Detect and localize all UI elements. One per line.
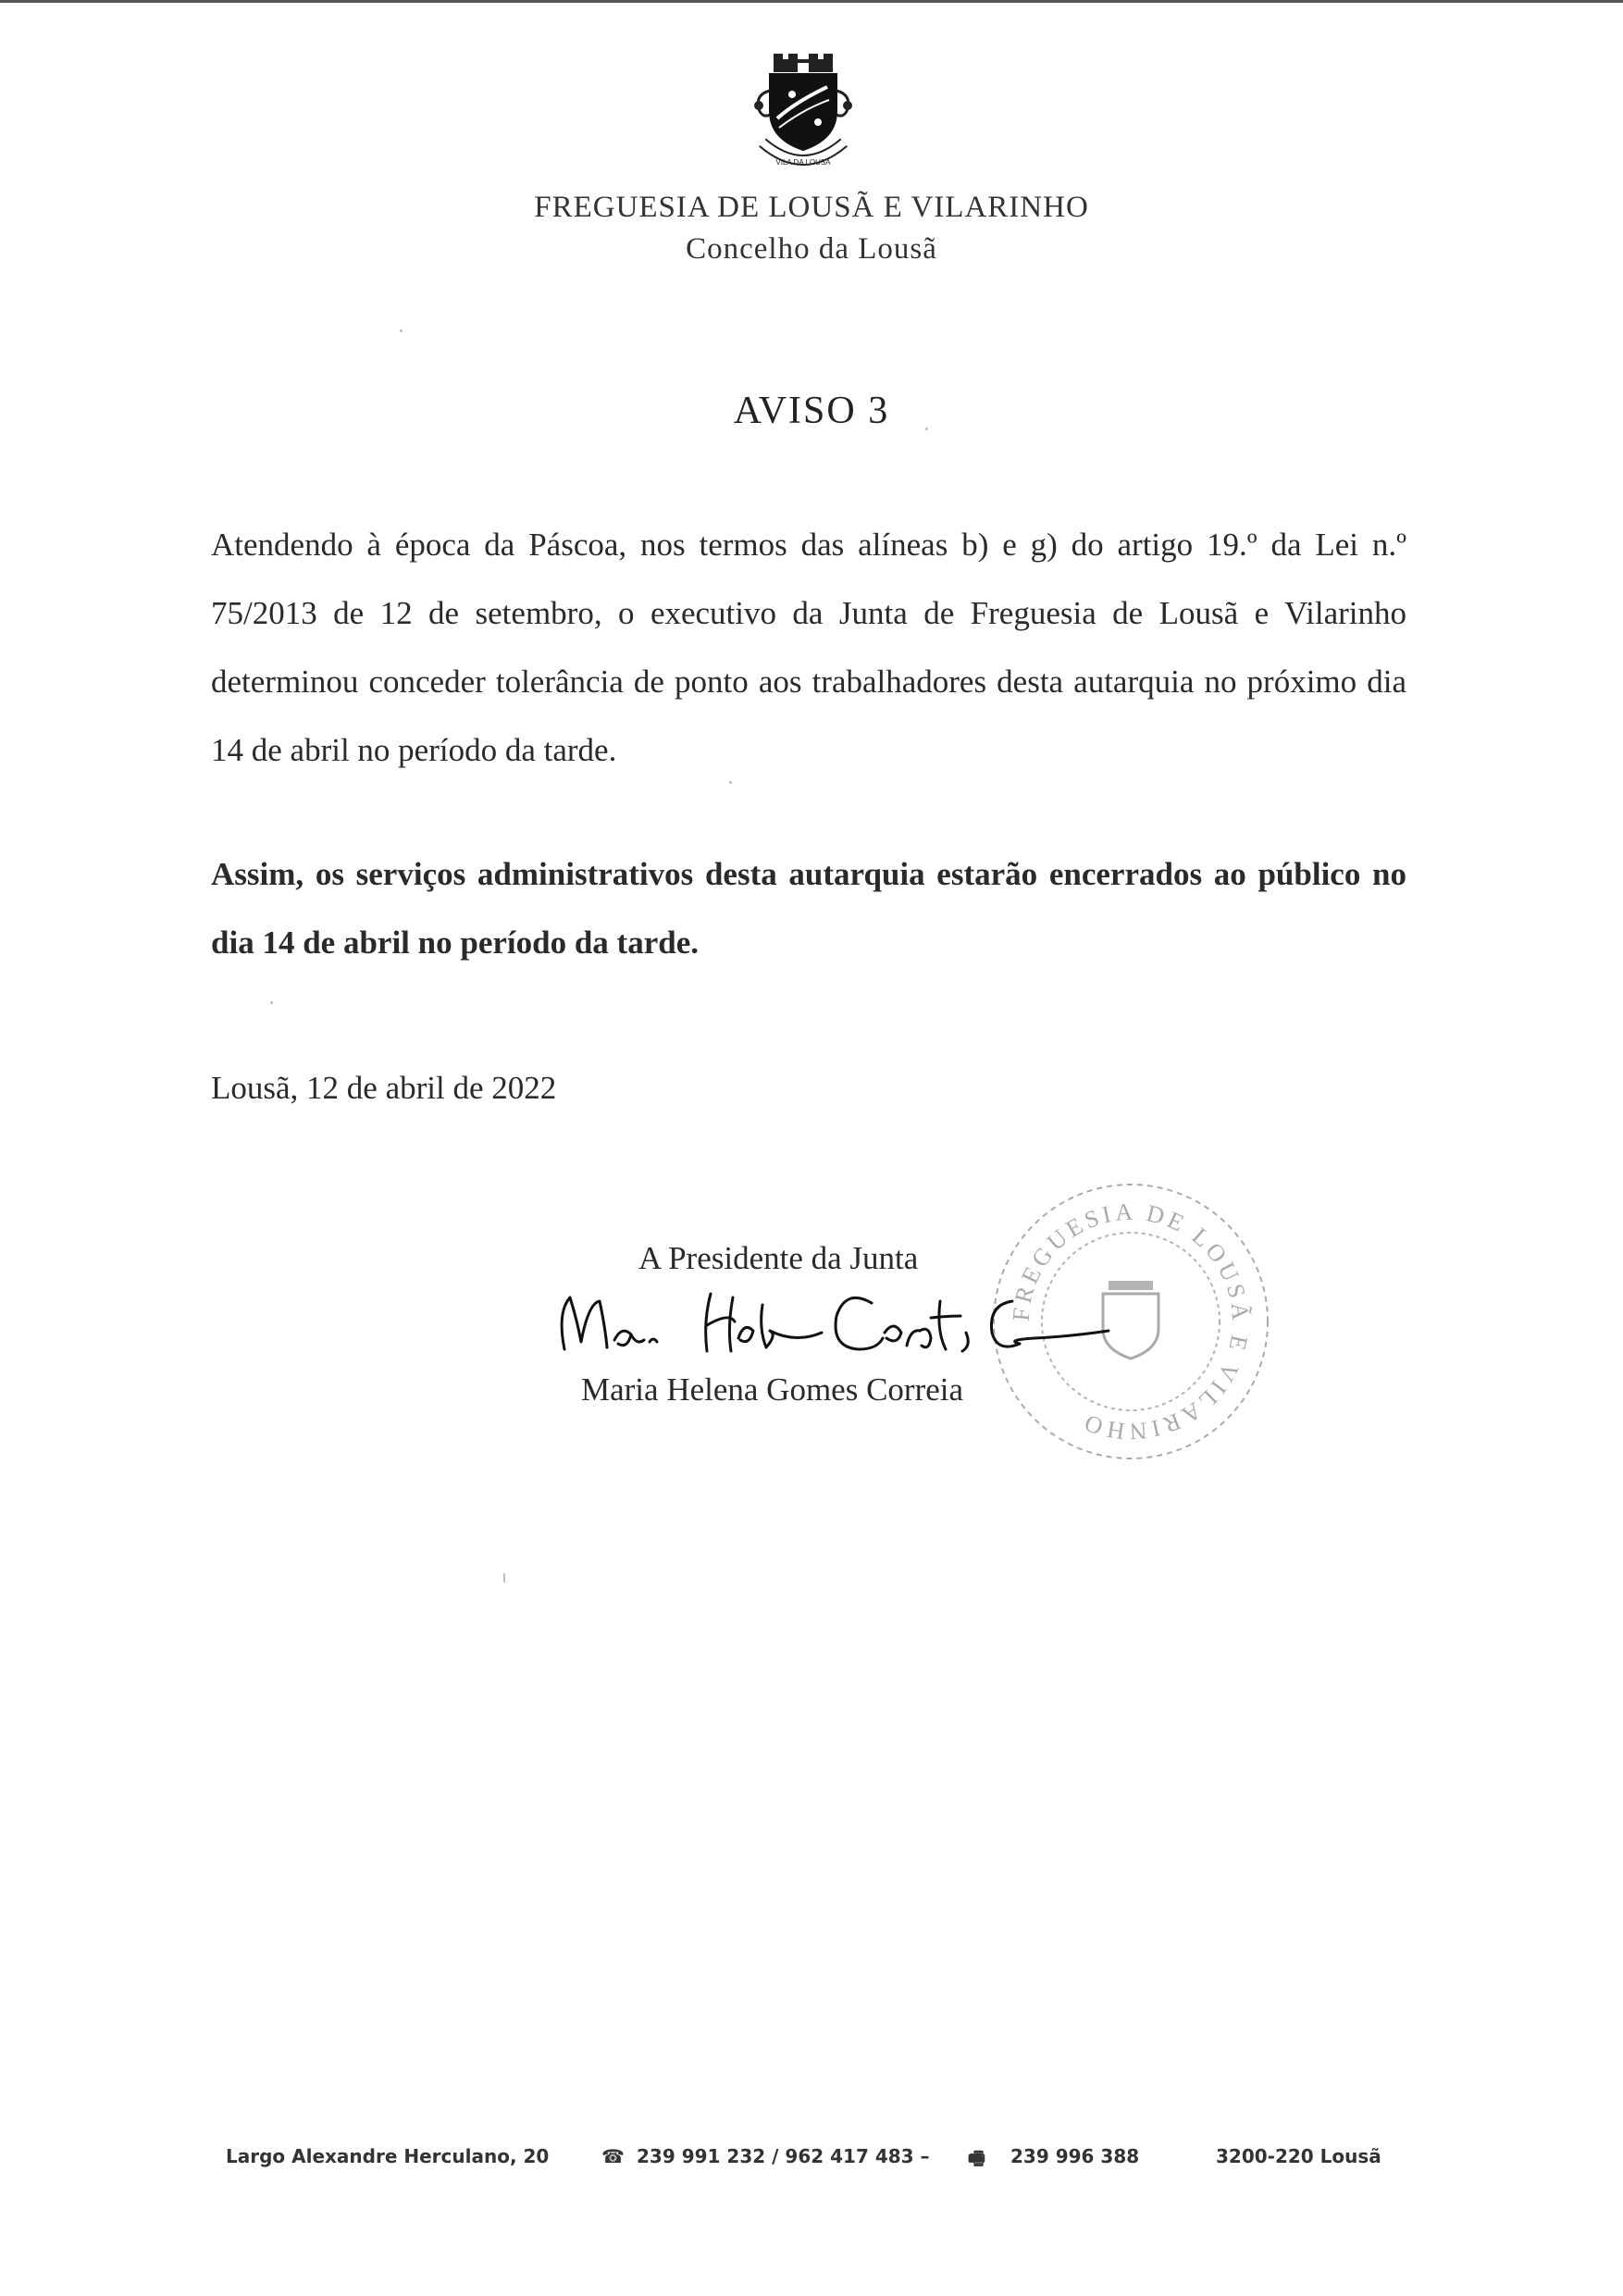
crest-motto: VILA DA LOUSÃ [775, 158, 831, 167]
scan-speck [503, 1573, 505, 1582]
scan-speck [400, 329, 403, 332]
top-border-line [0, 0, 1623, 3]
signatory-name: Maria Helena Gomes Correia [581, 1371, 964, 1408]
scan-speck [270, 1001, 273, 1004]
page-footer [0, 2145, 1623, 2173]
signatory-role: A Presidente da Junta [638, 1240, 919, 1276]
coat-of-arms-logo [738, 54, 868, 174]
phone-icon: ☎ [601, 2145, 625, 2167]
footer-postal-code: 3200-220 Lousã [1216, 2145, 1381, 2167]
footer-fax: 239 996 388 [1010, 2145, 1140, 2167]
place-date-line: Lousã, 12 de abril de 2022 [211, 1070, 557, 1106]
footer-address: Largo Alexandre Herculano, 20 [226, 2145, 550, 2167]
closure-notice-paragraph: Assim, os serviços administrativos desta autarquia estarão encerrados ao público no dia 14 de abril no período da tarde. [211, 856, 1406, 961]
notice-body-paragraph: Atendendo à época da Páscoa, nos termos das alíneas b) e g) do artigo 19.º da Lei n.º 75/2013 de 12 de setembro, o executivo da Junta de Freguesia de Lousã e Vilarinho determinou conceder tolerância de ponto aos trabalhadores desta autarquia no próximo dia 14 de abril no período da tarde. [211, 527, 1406, 768]
organization-subtitle: Concelho da Lousã [686, 232, 937, 266]
organization-name: FREGUESIA DE LOUSÃ E VILARINHO [534, 191, 1089, 224]
footer-phones: 239 991 232 / 962 417 483 – [637, 2145, 930, 2167]
fax-icon: 🖷 [968, 2147, 985, 2169]
scan-speck [729, 781, 732, 784]
notice-title: AVISO 3 [733, 390, 890, 432]
stamp-text: FREGUESIA DE LOUSÃ E VILARINHO [1007, 1198, 1255, 1446]
scan-speck [925, 428, 928, 430]
